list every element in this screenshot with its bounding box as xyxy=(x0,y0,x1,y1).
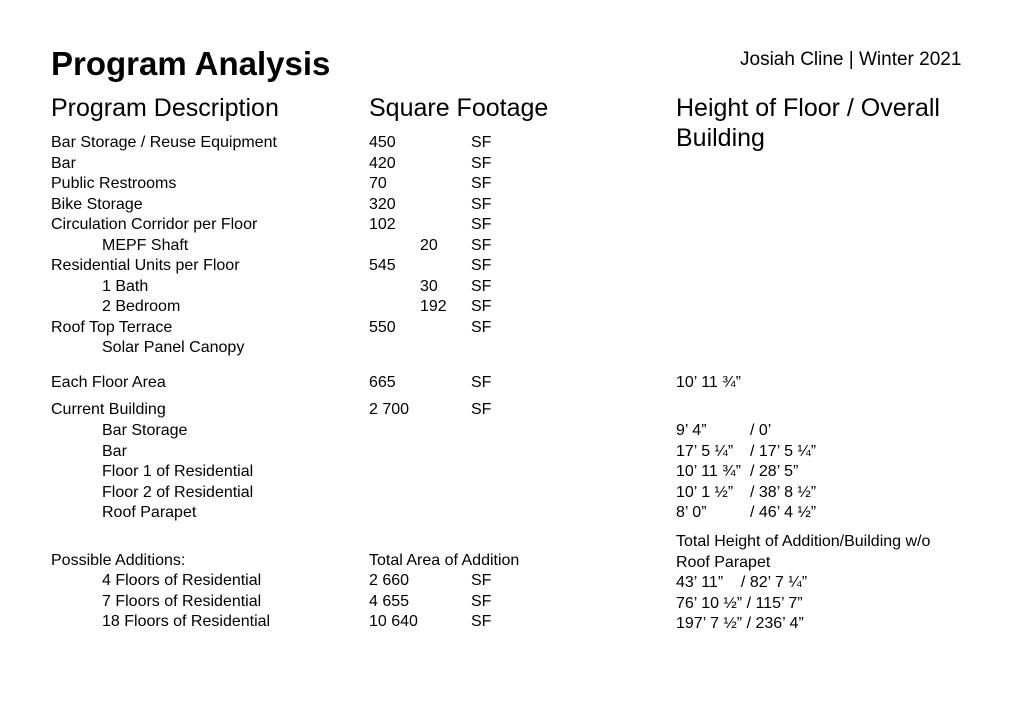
addition-sf: 2 660 xyxy=(369,572,410,589)
program-footage xyxy=(369,133,447,338)
building-item: Roof Parapet xyxy=(102,504,197,521)
author-credit: Josiah Cline | Winter 2021 xyxy=(740,49,962,70)
program-item: Bike Storage xyxy=(51,195,143,213)
addition-height: 76’ 10 ½” / 115’ 7” xyxy=(676,594,803,612)
program-item: Roof Top Terrace xyxy=(51,318,173,336)
program-sf: 102 xyxy=(369,216,396,233)
addition-item: 4 Floors of Residential xyxy=(102,572,262,589)
program-sf: 320 xyxy=(369,195,396,213)
unit-label: SF xyxy=(471,318,492,336)
header-square-footage: Square Footage xyxy=(369,94,549,122)
each-floor-sf: 665 xyxy=(369,374,396,391)
addition-height: 197’ 7 ½” / 236’ 4” xyxy=(676,615,804,632)
program-units xyxy=(471,133,491,338)
unit-label: SF xyxy=(471,134,492,151)
program-subitem: Solar Panel Canopy xyxy=(102,339,245,356)
additions-height-header-continued: Roof Parapet xyxy=(676,554,771,571)
floor-height: 8’ 0” xyxy=(676,504,707,521)
program-sub-sf: 20 xyxy=(420,236,438,254)
program-subitem: 1 Bath xyxy=(102,277,149,295)
floor-height: 9’ 4” xyxy=(676,422,707,439)
unit-label: SF xyxy=(471,257,492,274)
additions-label: Possible Additions: xyxy=(51,552,186,569)
floor-height: 10’ 11 ¾” xyxy=(676,463,741,480)
page-title: Program Analysis xyxy=(51,45,331,82)
addition-sf: 4 655 xyxy=(369,592,410,610)
program-sub-sf: 30 xyxy=(420,277,438,295)
current-building-sf: 2 700 xyxy=(369,401,410,418)
unit-label: SF xyxy=(471,216,492,233)
unit-label: SF xyxy=(471,592,492,610)
program-sub-sf: 192 xyxy=(420,298,447,315)
unit-label: SF xyxy=(471,236,492,254)
additions-height-header: Total Height of Addition/Building w/o xyxy=(676,533,931,550)
addition-item: 7 Floors of Residential xyxy=(102,592,262,610)
current-building-overall-heights xyxy=(750,421,816,524)
floor-height: 17’ 5 ¼” xyxy=(676,442,734,460)
each-floor-height: 10’ 11 ¾” xyxy=(676,374,741,391)
additions-area-header: Total Area of Addition xyxy=(369,552,520,569)
current-building-items xyxy=(102,421,253,524)
program-item: Bar xyxy=(51,154,76,172)
overall-height: / 17’ 5 ¼” xyxy=(750,442,817,460)
floor-height: 10’ 1 ½” xyxy=(676,483,734,501)
program-sf: 450 xyxy=(369,134,396,151)
unit-label: SF xyxy=(471,298,492,315)
program-sf: 545 xyxy=(369,257,396,274)
current-building-unit: SF xyxy=(471,401,492,418)
header-height: Height of Floor / Overall xyxy=(676,94,940,122)
overall-height: / 38’ 8 ½” xyxy=(750,483,817,501)
overall-height: / 28’ 5” xyxy=(750,463,799,480)
program-item: Bar Storage / Reuse Equipment xyxy=(51,134,277,151)
program-sf: 420 xyxy=(369,154,396,172)
addition-item: 18 Floors of Residential xyxy=(102,613,271,630)
unit-label: SF xyxy=(471,154,492,172)
additions-units xyxy=(471,571,491,633)
header-height-continued: Building xyxy=(676,124,765,152)
unit-label: SF xyxy=(471,195,492,213)
program-names xyxy=(51,133,277,359)
addition-height: 43’ 11” / 82’ 7 ¼” xyxy=(676,574,808,591)
each-floor-unit: SF xyxy=(471,374,492,391)
building-item: Floor 2 of Residential xyxy=(102,483,254,501)
overall-height: / 46’ 4 ½” xyxy=(750,504,817,521)
additions-items xyxy=(102,571,270,633)
current-building-label: Current Building xyxy=(51,401,166,418)
program-item: Residential Units per Floor xyxy=(51,257,240,274)
program-subitem: 2 Bedroom xyxy=(102,298,181,315)
overall-height: / 0’ xyxy=(750,422,772,439)
header-program-description: Program Description xyxy=(51,94,279,122)
program-item: Circulation Corridor per Floor xyxy=(51,216,258,233)
program-item: Public Restrooms xyxy=(51,175,177,192)
additions-areas xyxy=(369,571,418,633)
current-building-floor-heights xyxy=(676,421,741,524)
addition-sf: 10 640 xyxy=(369,613,418,630)
additions-heights xyxy=(676,573,807,635)
unit-label: SF xyxy=(471,572,492,589)
building-item: Bar xyxy=(102,442,127,460)
unit-label: SF xyxy=(471,613,492,630)
program-subitem: MEPF Shaft xyxy=(102,236,189,254)
unit-label: SF xyxy=(471,277,492,295)
program-sf: 70 xyxy=(369,175,387,192)
building-item: Bar Storage xyxy=(102,422,188,439)
unit-label: SF xyxy=(471,175,492,192)
each-floor-label: Each Floor Area xyxy=(51,374,166,391)
program-sf: 550 xyxy=(369,318,396,336)
building-item: Floor 1 of Residential xyxy=(102,463,254,480)
